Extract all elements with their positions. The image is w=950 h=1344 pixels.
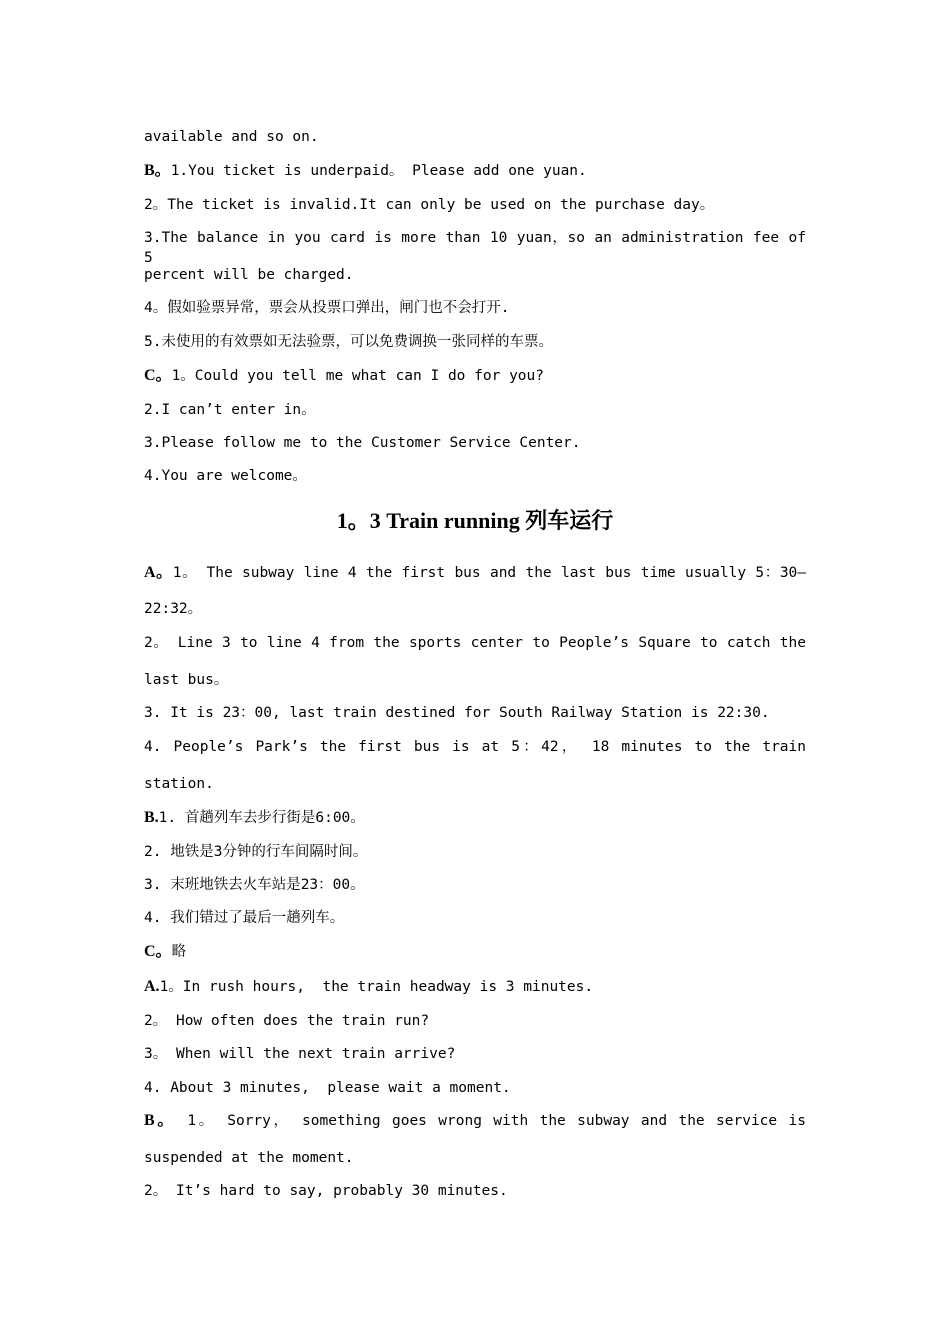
part-b-item-2: 2。The ticket is invalid.It can only be used on the purchase day。 xyxy=(144,197,715,213)
part-b-item-3: 3.The balance in you card is more than 10 yuan，so an administration fee of 5 xyxy=(144,230,806,266)
part-a-item-4: 4. People’s Park’s the first bus is at 5：42， 18 minutes to the train xyxy=(144,739,806,755)
part-a-item-1 xyxy=(144,563,806,583)
part-b2-item-1 xyxy=(144,1111,806,1131)
item-text: 1。 Sorry， something goes wrong with the subway and the service is xyxy=(187,1113,806,1129)
part-a-item-4-cont: station. xyxy=(144,776,214,792)
part-b2-item-1-cont: suspended at the moment. xyxy=(144,1150,354,1166)
part-b-item-3-cont: percent will be charged. xyxy=(144,267,354,283)
part-b-item-5: 5.未使用的有效票如无法验票，可以免费调换一张同样的车票。 xyxy=(144,334,553,350)
part-a2-item-4: 4. About 3 minutes, please wait a moment. xyxy=(144,1080,511,1096)
part-a-item-1-cont: 22:32。 xyxy=(144,601,203,617)
part-marker: A。 xyxy=(144,564,173,581)
part-c-line xyxy=(144,942,186,962)
part-marker: C。 xyxy=(144,367,172,384)
item-text: 1。Could you tell me what can I do for you? xyxy=(171,368,544,384)
item-text: 1。In rush hours, the train headway is 3 minutes. xyxy=(159,979,594,995)
part-marker: B. xyxy=(144,809,159,826)
part-c-item-3: 3.Please follow me to the Customer Service Center. xyxy=(144,435,581,451)
item-text: 略 xyxy=(171,944,187,960)
part-b-item-4: 4. 我们错过了最后一趟列车。 xyxy=(144,910,345,926)
part-b2-item-2: 2。 It’s hard to say, probably 30 minutes. xyxy=(144,1183,508,1199)
part-a2-item-1 xyxy=(144,977,593,997)
part-c-item-4: 4.You are welcome。 xyxy=(144,468,307,484)
part-c-item-2: 2.I can’t enter in。 xyxy=(144,402,316,418)
part-marker: B。 xyxy=(144,1112,176,1129)
part-b-item-1 xyxy=(144,808,365,828)
item-text: 1. 首趟列车去步行街是6:00。 xyxy=(158,810,365,826)
part-marker: A. xyxy=(144,978,160,995)
part-a2-item-3: 3。 When will the next train arrive? xyxy=(144,1046,456,1062)
part-b-item-1 xyxy=(144,161,587,181)
item-text: 1.You ticket is underpaid。 Please add one yuan. xyxy=(170,163,587,179)
text-line: available and so on. xyxy=(144,129,319,145)
part-a-item-2: 2。 Line 3 to line 4 from the sports center to People’s Square to catch the xyxy=(144,635,806,651)
part-a-item-2-cont: last bus。 xyxy=(144,672,229,688)
part-b-item-3: 3. 末班地铁去火车站是23：00。 xyxy=(144,877,365,893)
part-b-item-2: 2. 地铁是3分钟的行车间隔时间。 xyxy=(144,844,368,860)
part-b-item-4: 4。假如验票异常，票会从投票口弹出，闸门也不会打开. xyxy=(144,300,510,316)
section-heading: 1。3 Train running 列车运行 xyxy=(336,508,614,533)
part-a-item-3: 3. It is 23：00, last train destined for South Railway Station is 22:30. xyxy=(144,705,770,721)
part-marker: C。 xyxy=(144,943,172,960)
part-marker: B。 xyxy=(144,162,171,179)
part-a2-item-2: 2。 How often does the train run? xyxy=(144,1013,430,1029)
part-c-item-1 xyxy=(144,366,544,386)
item-text: 1。 The subway line 4 the first bus and the last bus time usually 5：30— xyxy=(172,565,807,581)
